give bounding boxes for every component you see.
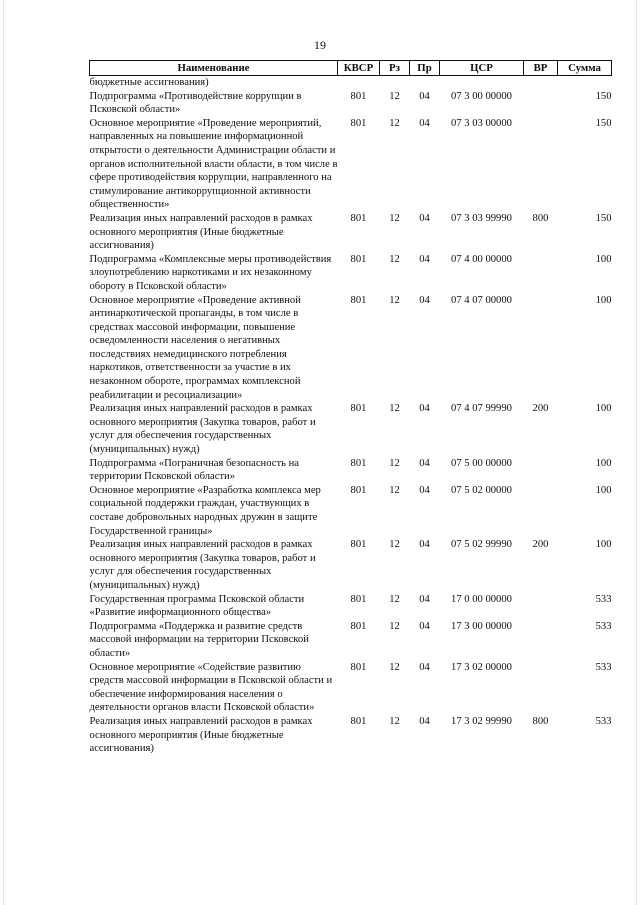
table-row xyxy=(90,484,612,538)
cell-csr: 07 5 02 99990 xyxy=(451,539,512,551)
cell-sum: 100 xyxy=(595,484,612,496)
cell-rz: 12 xyxy=(389,117,400,129)
cell-csr: 07 3 03 99990 xyxy=(451,212,512,224)
cell-name: Основное мероприятие «Разработка комплекса мер социальной поддержки граждан, участвующих в составе добровольных народных дружин в защите Государственной границы» xyxy=(89,484,321,537)
cell-sum: 100 xyxy=(595,294,612,306)
cell-csr: 17 3 02 00000 xyxy=(451,661,512,673)
cell-kvsr: 801 xyxy=(350,484,367,496)
header-csr: ЦСР xyxy=(440,61,524,76)
cell-sum: 533 xyxy=(595,593,612,605)
cell-csr: 07 3 00 00000 xyxy=(451,90,512,102)
cell-vr xyxy=(524,76,558,90)
cell-rz: 12 xyxy=(389,484,400,496)
cell-name: Подпрограмма «Противодействие коррупции в Псковской области» xyxy=(89,90,302,116)
cell-vr: 200 xyxy=(532,403,549,415)
cell-name: Реализация иных направлений расходов в рамках основного мероприятия (Иные бюджетные ассигнования) xyxy=(89,715,313,755)
table-row xyxy=(90,117,612,212)
table-body xyxy=(90,76,612,756)
page-number: 19 xyxy=(314,38,326,52)
cell-name: Основное мероприятие «Содействие развитию средств массовой информации в Псковской области и обеспечение информирования населения о деятельности органов власти Псковской области» xyxy=(89,661,333,714)
cell-rz: 12 xyxy=(389,403,400,415)
cell-kvsr: 801 xyxy=(350,539,367,551)
scan-edge-left xyxy=(3,0,4,905)
cell-name: Подпрограмма «Поддержка и развитие средств массовой информации на территории Псковской области» xyxy=(89,620,309,659)
cell-rz: 12 xyxy=(389,294,400,306)
header-name: Наименование xyxy=(90,61,338,76)
cell-sum: 100 xyxy=(595,539,612,551)
cell-vr: 800 xyxy=(532,715,549,727)
cell-name: Подпрограмма «Комплексные меры противодействия злоупотреблению наркотиками и их незаконному обороту в Псковской области» xyxy=(89,253,332,292)
table-row xyxy=(90,294,612,403)
cell-pr: 04 xyxy=(419,457,430,469)
cell-sum: 533 xyxy=(595,661,612,673)
cell-pr: 04 xyxy=(419,661,430,673)
cell-name: бюджетные ассигнования) xyxy=(89,77,209,88)
cell-kvsr: 801 xyxy=(350,457,367,469)
cell-pr: 04 xyxy=(419,90,430,102)
cell-rz: 12 xyxy=(389,90,400,102)
cell-vr xyxy=(524,661,558,715)
cell-sum xyxy=(558,76,612,90)
cell-kvsr: 801 xyxy=(350,117,367,129)
cell-kvsr: 801 xyxy=(350,620,367,632)
cell-name: Основное мероприятие «Проведение активной антинаркотической пропаганды, в том числе в средствах массовой информации, повышение осведомленности населения о негативных последствиях немедицинского потребления наркотиков, ответственности за участие в их незаконном обороте, программах комплексной реабилитации и ресоциализации» xyxy=(89,294,301,401)
cell-csr xyxy=(440,76,524,90)
cell-name: Реализация иных направлений расходов в рамках основного мероприятия (Иные бюджетные ассигнования) xyxy=(89,212,313,252)
cell-pr: 04 xyxy=(419,715,430,727)
cell-rz: 12 xyxy=(389,253,400,265)
cell-csr: 07 5 02 00000 xyxy=(451,484,512,496)
cell-sum: 150 xyxy=(595,212,612,224)
cell-csr: 07 3 03 00000 xyxy=(451,117,512,129)
cell-csr: 07 4 07 99990 xyxy=(451,403,512,415)
cell-sum: 150 xyxy=(595,90,612,102)
cell-vr: 200 xyxy=(532,539,549,551)
cell-vr xyxy=(524,117,558,212)
table-row xyxy=(90,715,612,756)
header-kvsr: КВСР xyxy=(338,61,380,76)
cell-sum: 100 xyxy=(595,403,612,415)
header-sum: Сумма xyxy=(558,61,612,76)
table-row xyxy=(90,620,612,661)
cell-name: Подпрограмма «Пограничная безопасность на территории Псковской области» xyxy=(89,457,299,483)
cell-kvsr: 801 xyxy=(350,661,367,673)
cell-kvsr: 801 xyxy=(350,212,367,224)
cell-kvsr: 801 xyxy=(350,403,367,415)
table-row xyxy=(90,402,612,456)
cell-vr xyxy=(524,253,558,294)
cell-sum: 100 xyxy=(595,457,612,469)
cell-rz: 12 xyxy=(389,212,400,224)
cell-pr: 04 xyxy=(419,212,430,224)
cell-rz: 12 xyxy=(389,539,400,551)
cell-vr xyxy=(524,457,558,484)
cell-name: Государственная программа Псковской области «Развитие информационного общества» xyxy=(89,593,305,619)
cell-vr xyxy=(524,90,558,117)
cell-csr: 17 3 00 00000 xyxy=(451,620,512,632)
cell-rz: 12 xyxy=(389,457,400,469)
cell-vr xyxy=(524,593,558,620)
cell-pr: 04 xyxy=(419,403,430,415)
cell-vr xyxy=(524,620,558,661)
cell-csr: 17 0 00 00000 xyxy=(451,593,512,605)
header-pr: Пр xyxy=(410,61,440,76)
header-vr: ВР xyxy=(524,61,558,76)
cell-sum: 150 xyxy=(595,117,612,129)
cell-kvsr: 801 xyxy=(350,294,367,306)
cell-kvsr: 801 xyxy=(350,593,367,605)
cell-pr: 04 xyxy=(419,539,430,551)
cell-csr: 07 5 00 00000 xyxy=(451,457,512,469)
cell-pr: 04 xyxy=(419,253,430,265)
cell-rz: 12 xyxy=(389,661,400,673)
cell-sum: 100 xyxy=(595,253,612,265)
cell-kvsr xyxy=(338,76,380,90)
table-row xyxy=(90,593,612,620)
cell-rz xyxy=(380,76,410,90)
cell-pr: 04 xyxy=(419,593,430,605)
cell-csr: 17 3 02 99990 xyxy=(451,715,512,727)
cell-kvsr: 801 xyxy=(350,715,367,727)
cell-pr: 04 xyxy=(419,117,430,129)
cell-pr: 04 xyxy=(419,294,430,306)
cell-sum: 533 xyxy=(595,620,612,632)
cell-kvsr: 801 xyxy=(350,90,367,102)
scan-edge-right xyxy=(636,0,637,905)
cell-pr: 04 xyxy=(419,484,430,496)
header-rz: Рз xyxy=(380,61,410,76)
cell-vr: 800 xyxy=(532,212,549,224)
cell-vr xyxy=(524,294,558,403)
cell-sum: 533 xyxy=(595,715,612,727)
budget-table xyxy=(89,60,612,756)
cell-csr: 07 4 07 00000 xyxy=(451,294,512,306)
table-row xyxy=(90,457,612,484)
cell-name: Реализация иных направлений расходов в рамках основного мероприятия (Закупка товаров, работ и услуг для обеспечения государственных (муниципальных) нужд) xyxy=(89,403,316,456)
table-row xyxy=(90,661,612,715)
table-row xyxy=(90,538,612,592)
cell-name: Реализация иных направлений расходов в рамках основного мероприятия (Закупка товаров, работ и услуг для обеспечения государственных (муниципальных) нужд) xyxy=(89,539,316,591)
cell-pr: 04 xyxy=(419,620,430,632)
table-row xyxy=(90,253,612,294)
cell-vr xyxy=(524,484,558,538)
cell-name: Основное мероприятие «Проведение мероприятий, направленных на повышение информационной открытости о деятельности Администрации области и органов исполнительной власти области, в том числе в сфере противодействия коррупции, направленного на стимулирование антикоррупционной активности общественности» xyxy=(89,117,338,211)
table-row xyxy=(90,212,612,253)
cell-rz: 12 xyxy=(389,715,400,727)
table-row xyxy=(90,76,612,90)
cell-pr xyxy=(410,76,440,90)
table-header-row xyxy=(90,61,612,76)
cell-rz: 12 xyxy=(389,593,400,605)
cell-kvsr: 801 xyxy=(350,253,367,265)
cell-rz: 12 xyxy=(389,620,400,632)
cell-csr: 07 4 00 00000 xyxy=(451,253,512,265)
table-row xyxy=(90,90,612,117)
